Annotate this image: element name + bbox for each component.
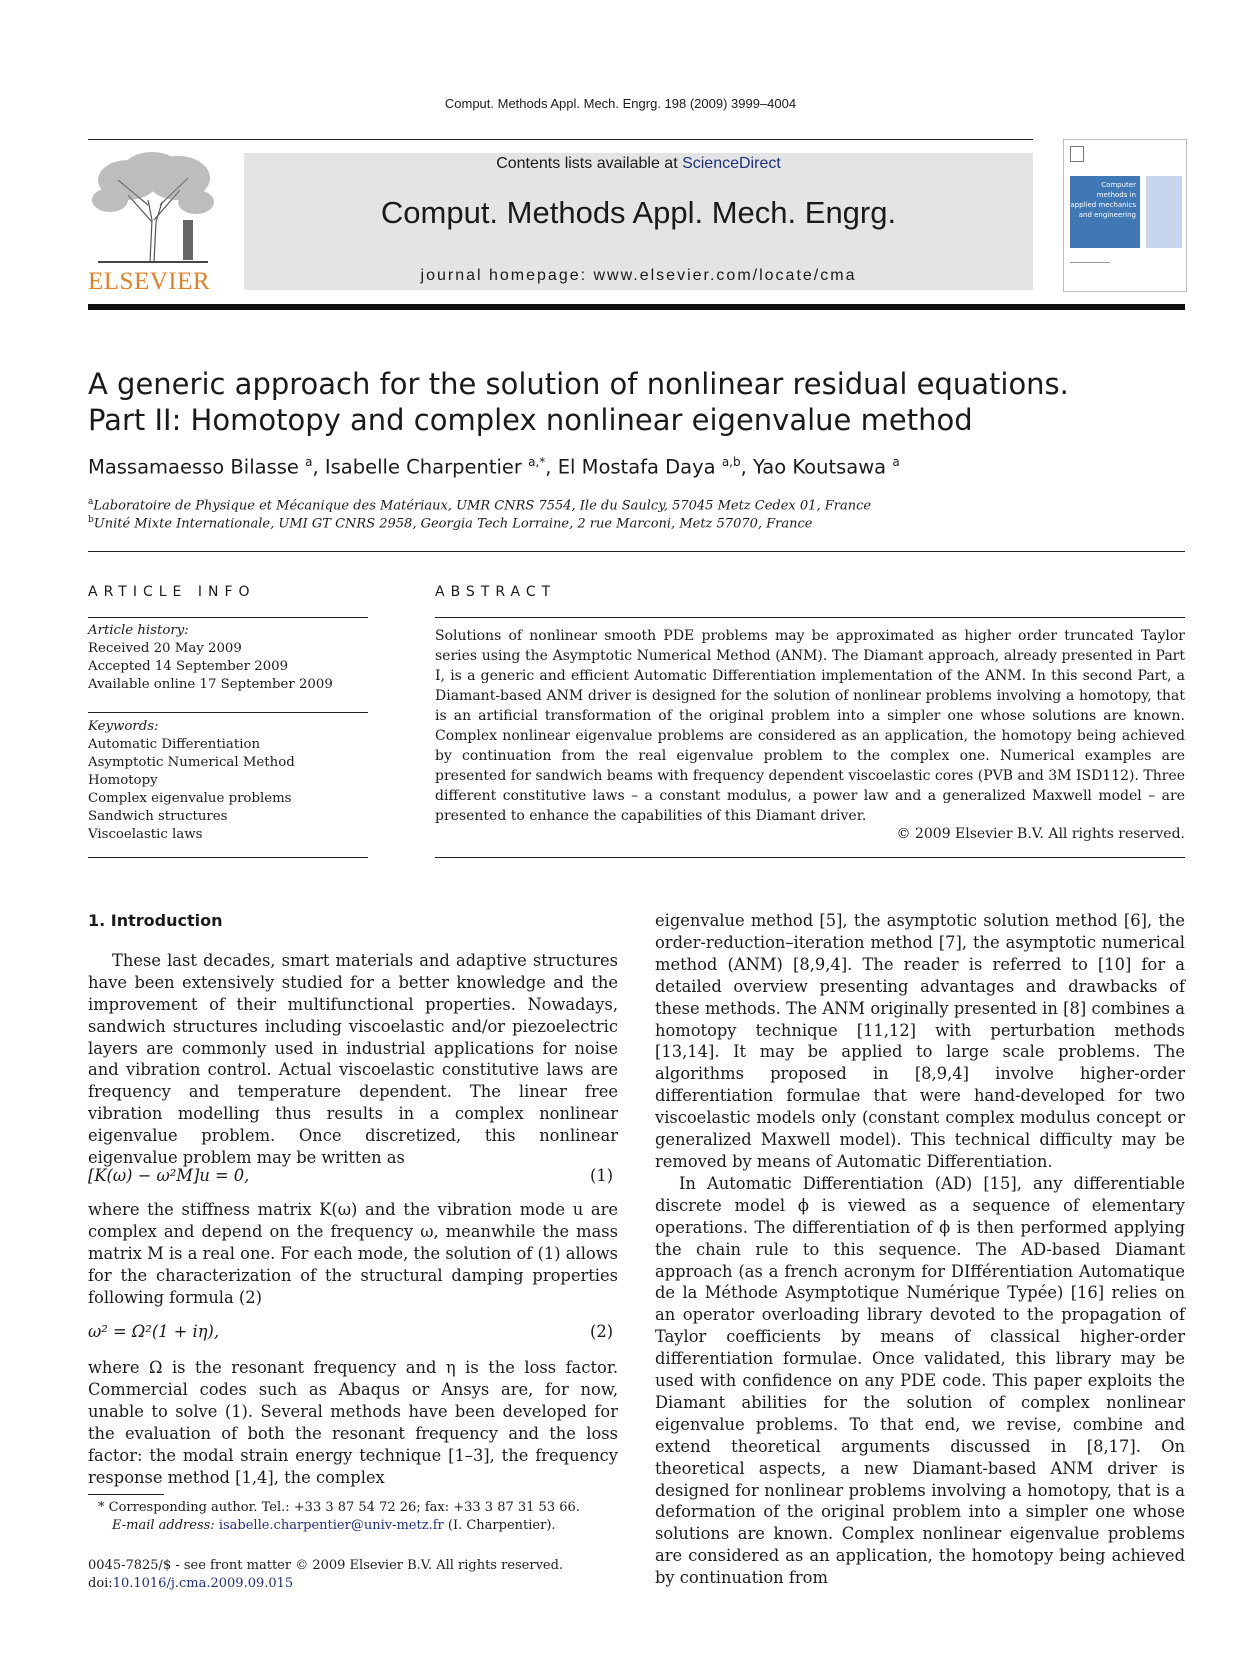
article-history [88,622,368,694]
keyword: Asymptotic Numerical Method [88,755,295,770]
keyword: Sandwich structures [88,809,228,824]
footnote [88,1499,628,1535]
equation-1: [K(ω) − ω²M]u = 0, [88,1166,250,1185]
history-label: Article history: [88,623,189,638]
cover-side-stripe [1146,176,1182,248]
section-heading: 1. Introduction [88,911,223,930]
journal-cover-thumbnail [1063,139,1187,292]
author-affil-mark: a,b [721,455,741,469]
article-title [88,366,1188,438]
intro-paragraph-5: In Automatic Differentiation (AD) [15], any differentiable discrete model ϕ is viewed as a sequence of elementary operations. The differentiation of ϕ is then performed applying the chain rule to this sequence. The AD-based Diamant approach (as a french acronym for DIfférentiation Automatique de la Méthode Asymptotique Numérique Typée) [16] relies on an operator overloading library devoted to the propagation of Taylor coefficients by means of classical higher-order differentiation formulae. Once validated, this library may be used with confidence on any PDE code. This paper exploits the Diamant abilities for the solution of complex nonlinear eigenvalue problems. To that end, we revise, combine and extend theoretical arguments discussed in [8,17]. On theoretical aspects, a new Diamant-based ANM driver is designed for nonlinear problems involving a homotopy, that is a deformation of the original problem into a simpler one whose solutions are known. Complex nonlinear eigenvalue problems are considered as an application, the homotopy being achieved by continuation from [655,1173,1185,1588]
left-column-cont [88,1199,618,1309]
equation-2-number: (2) [590,1322,614,1341]
issn-line: 0045-7825/$ - see front matter © 2009 Elsevier B.V. All rights reserved. [88,1558,564,1573]
corresponding-author: * Corresponding author. Tel.: +33 3 87 54 72 26; fax: +33 3 87 31 53 66. [98,1500,580,1515]
copyright-notice: © 2009 Elsevier B.V. All rights reserved. [896,826,1185,842]
intro-paragraph-2: where the stiffness matrix K(ω) and the vibration mode u are complex and depend on the frequency ω, meanwhile the mass matrix M is a real one. For each mode, the solution of (1) allows for the characterization of the structural damping properties following formula (2) [88,1200,618,1307]
author-name: El Mostafa Daya [557,455,716,479]
journal-homepage[interactable]: journal homepage: www.elsevier.com/locate/cma [420,267,857,284]
sciencedirect-link[interactable]: ScienceDirect [682,155,781,172]
journal-citation: Comput. Methods Appl. Mech. Engrg. 198 (2009) 3999–4004 [444,96,797,111]
keyword: Viscoelastic laws [88,827,203,842]
email-line: E-mail address: isabelle.charpentier@univ-metz.fr (I. Charpentier). [112,1518,556,1533]
elsevier-tree-logo [88,150,218,265]
accepted-date: Accepted 14 September 2009 [88,659,289,674]
author-name: Isabelle Charpentier [324,455,522,479]
author-affil-mark: a,* [528,455,546,469]
left-column [88,910,618,1169]
contents-prefix: Contents lists available at [496,155,683,172]
keyword: Complex eigenvalue problems [88,791,292,806]
intro-paragraph-3: where Ω is the resonant frequency and η is the loss factor. Commercial codes such as Abaqus or Ansys are, for now, unable to solve (1). Several methods have been developed for the evaluation of both the resonant frequency and the loss factor: the modal strain energy technique [1–3], the frequency response method [1,4], the complex [88,1358,618,1487]
affiliation-b: $^b$Unité Mixte Internationale, UMI GT CNRS 2958, Georgia Tech Lorraine, 2 rue Marconi, Metz 57070, France [88,515,813,532]
author-list: Massamaesso Bilasse $^a$, Isabelle Charpentier $^{a,*}$, El Mostafa Daya $^{a,b}$, Yao Koutsawa $^a$ [88,455,900,479]
doi-line: doi:10.1016/j.cma.2009.09.015 [88,1576,294,1591]
keyword: Automatic Differentiation [88,737,261,752]
keywords-block [88,718,368,844]
info-rule [88,712,368,713]
left-column-end [88,1357,618,1488]
author-name: Massamaesso Bilasse [88,455,299,479]
article-info-heading: ARTICLE INFO [88,584,256,600]
author-name: Yao Koutsawa [753,455,887,479]
cover-title-box: Computer methods in applied mechanics and engineering [1070,176,1140,248]
cover-badge-icon [1070,146,1084,162]
doi-link[interactable]: 10.1016/j.cma.2009.09.015 [112,1576,294,1591]
intro-paragraph-4: eigenvalue method [5], the asymptotic solution method [6], the order-reduction–iteration method [7], the asymptotic numerical method (ANM) [8,9,4]. The reader is referred to [10] for a detailed overview presenting advantages and drawbacks of these methods. The ANM originally presented in [8] combines a homotopy technique [11,12] with perturbation methods [13,14]. It may be applied to large scale problems. The algorithms proposed in [8,9,4] involve higher-order differentiation formulae that were hand-developed for two viscoelastic models only (constant complex modulus concept or generalized Maxwell model). This technical difficulty may be removed by means of Automatic Differentiation. [655,911,1185,1171]
footnote-rule [88,1494,164,1495]
section-rule [88,551,1185,552]
equation-1-number: (1) [590,1166,614,1185]
front-matter [88,1557,563,1593]
abstract-rule [435,857,1185,858]
keywords-label: Keywords: [88,719,159,734]
header-thick-rule [88,304,1185,310]
author-affil-mark: a [305,455,313,469]
intro-paragraph-1: These last decades, smart materials and adaptive structures have been extensively studied for a better knowledge and the improvement of their multifunctional properties. Nowadays, sandwich structures including viscoelastic and/or piezoelectric layers are commonly used in industrial applications for noise and vibration control. Actual viscoelastic constitutive laws are frequency and temperature dependent. The linear free vibration modelling thus results in a complex nonlinear eigenvalue problem. Once discretized, this nonlinear eigenvalue problem may be written as [88,950,618,1168]
online-date: Available online 17 September 2009 [88,677,333,692]
keyword: Homotopy [88,773,158,788]
info-rule [88,857,368,858]
title-line-2: Part II: Homotopy and complex nonlinear eigenvalue method [88,403,973,437]
received-date: Received 20 May 2009 [88,641,242,656]
header-rule [88,139,1033,140]
title-line-1: A generic approach for the solution of nonlinear residual equations. [88,367,1069,401]
abstract-heading: ABSTRACT [435,584,557,600]
abstract-text: Solutions of nonlinear smooth PDE problems may be approximated as higher order truncated Taylor series using the Asymptotic Numerical Method (ANM). The Diamant approach, already presented in Part I, is a generic and efficient Automatic Differentiation implementation of the ANM. In this second Part, a Diamant-based ANM driver is designed for the solution of nonlinear problems involving a homotopy, that is an artificial transformation of the original problem into a simpler one whose solutions are known. Complex nonlinear eigenvalue problems are considered as an application, the homotopy being achieved by continuation from the real eigenvalue problem to the complex one. Numerical examples are presented for sandwich beams with frequency dependent viscoelastic cores (PVB and 3M ISD112). Three different constitutive laws – a constant modulus, a power law and a generalized Maxwell model – are presented to enhance the capabilities of this Diamant driver. [435,628,1185,824]
email-link[interactable]: isabelle.charpentier@univ-metz.fr [218,1518,444,1533]
elsevier-logo-text: ELSEVIER [88,268,211,295]
affiliation-a: $^a$Laboratoire de Physique et Mécanique des Matériaux, UMR CNRS 7554, Ile du Saulcy, 57045 Metz Cedex 01, France [88,497,872,514]
right-column [655,910,1185,1589]
contents-line [244,155,1033,173]
abstract-rule [435,617,1185,618]
equation-2: ω² = Ω²(1 + iη), [88,1322,220,1341]
author-affil-mark: a [892,455,900,469]
cover-footer-logo [1070,262,1110,273]
journal-name: Comput. Methods Appl. Mech. Engrg. [380,195,897,230]
info-rule [88,617,368,618]
journal-banner [244,153,1033,290]
